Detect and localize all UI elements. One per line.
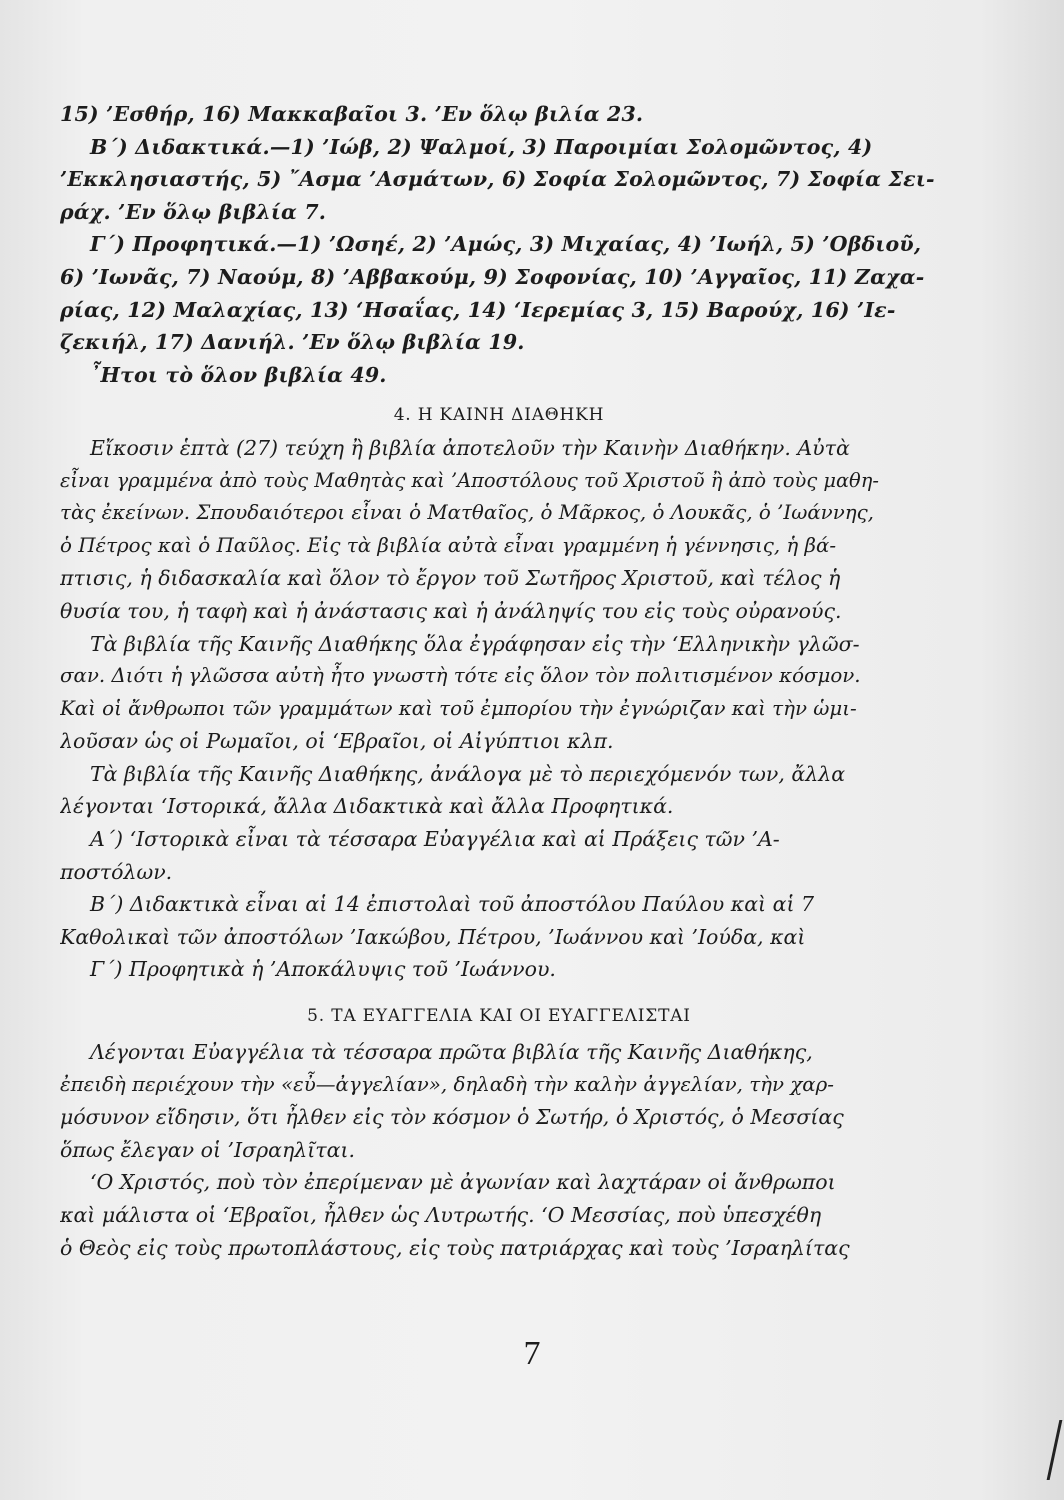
- page-text: [60, 98, 938, 1264]
- text-line: Γ΄) Προφητικὰ ἡ ’Αποκάλυψις τοῦ ’Ιωάννου.: [90, 957, 556, 982]
- text-line: ὁ Πέτρος καὶ ὁ Παῦλος. Εἰς τὰ βιβλία αὐτὰ εἶναι γραμμένη ἡ γέννησις, ἡ βά-: [60, 533, 837, 557]
- text-line: Β΄) Διδακτικὰ εἶναι αἱ 14 ἐπιστολαὶ τοῦ ἀποστόλου Παύλου καὶ αἱ 7: [90, 892, 815, 917]
- text-line: Καθολικαὶ τῶν ἀποστόλων ’Ιακώβου, Πέτρου, ’Ιωάννου καὶ ’Ιούδα, καὶ: [60, 924, 806, 949]
- text-line: λοῦσαν ὡς οἱ Ρωμαῖοι, οἱ ‘Εβραῖοι, οἱ Αἰγύπτιοι κλπ.: [60, 729, 614, 754]
- text-line: ζεκιήλ, 17) Δανιήλ. ’Εν ὅλῳ βιβλία 19.: [60, 330, 525, 355]
- text-line: ἐπειδὴ περιέχουν τὴν «εὖ—ἀγγελίαν», δηλαδὴ τὴν καλὴν ἀγγελίαν, τὴν χαρ-: [60, 1072, 834, 1096]
- text-line: 6) ’Ιωνᾶς, 7) Ναούμ, 8) ’Αββακούμ, 9) Σοφονίας, 10) ’Αγγαῖος, 11) Ζαχα-: [60, 264, 925, 289]
- text-line: Καὶ οἱ ἄνθρωποι τῶν γραμμάτων καὶ τοῦ ἐμπορίου τὴν ἐγνώριζαν καὶ τὴν ὡμι-: [60, 696, 857, 720]
- text-line: ’Εκκλησιαστής, 5) ῎Ασμα ’Ασμάτων, 6) Σοφία Σολομῶντος, 7) Σοφία Σει-: [60, 167, 935, 192]
- text-line: 15) ’Εσθήρ, 16) Μακκαβαῖοι 3. ’Εν ὅλῳ βιλία 23.: [60, 102, 644, 126]
- page-corner-mark: [1025, 1420, 1063, 1480]
- text-line: μόσυνον εἴδησιν, ὅτι ἦλθεν εἰς τὸν κόσμον ὁ Σωτήρ, ὁ Χριστός, ὁ Μεσσίας: [60, 1105, 844, 1130]
- text-line: Τὰ βιβλία τῆς Καινῆς Διαθήκης, ἀνάλογα μὲ τὸ περιεχόμενόν των, ἄλλα: [90, 761, 846, 786]
- text-line: θυσία του, ἡ ταφὴ καὶ ἡ ἀνάστασις καὶ ἡ ἀνάληψίς του εἰς τοὺς οὐρανούς.: [60, 598, 842, 623]
- text-line: εἶναι γραμμένα ἀπὸ τοὺς Μαθητὰς καὶ ’Αποστόλους τοῦ Χριστοῦ ἢ ἀπὸ τοὺς μαθη-: [60, 468, 879, 492]
- text-line: σαν. Διότι ἡ γλῶσσα αὐτὴ ἦτο γνωστὴ τότε εἰς ὅλον τὸν πολιτισμένον κόσμον.: [60, 664, 861, 688]
- text-line: Εἴκοσιν ἑπτὰ (27) τεύχη ἢ βιβλία ἀποτελοῦν τὴν Καινὴν Διαθήκην. Αὐτὰ: [90, 435, 850, 460]
- text-line: ρίας, 12) Μαλαχίας, 13) ‘Ησαΐας, 14) ‘Ιερεμίας 3, 15) Βαρούχ, 16) ’Ιε-: [60, 297, 896, 322]
- text-line: Λέγονται Εὐαγγέλια τὰ τέσσαρα πρῶτα βιβλία τῆς Καινῆς Διαθήκης,: [90, 1040, 813, 1065]
- text-line: τὰς ἐκείνων. Σπουδαιότεροι εἶναι ὁ Ματθαῖος, ὁ Μᾶρκος, ὁ Λουκᾶς, ὁ ’Ιωάννης,: [60, 501, 874, 525]
- text-line: ‘Ο Χριστός, ποὺ τὸν ἐπερίμεναν μὲ ἀγωνίαν καὶ λαχτάραν οἱ ἄνθρωποι: [90, 1170, 836, 1195]
- text-line: ποστόλων.: [60, 859, 173, 884]
- text-line: ὅπως ἔλεγαν οἱ ’Ισραηλῖται.: [60, 1137, 356, 1162]
- text-line: πτισις, ἡ διδασκαλία καὶ ὅλον τὸ ἔργον τοῦ Σωτῆρος Χριστοῦ, καὶ τέλος ἡ: [60, 566, 841, 591]
- section-heading-5: 5. ΤΑ ΕΥΑΓΓΕΛΙΑ ΚΑΙ ΟΙ ΕΥΑΓΓΕΛΙΣΤΑΙ: [307, 1006, 691, 1027]
- text-line: ὁ Θεὸς εἰς τοὺς πρωτοπλάστους, εἰς τοὺς πατριάρχας καὶ τοὺς ’Ισραηλίτας: [60, 1235, 850, 1260]
- text-line: Β΄) Διδακτικά.—1) ’Ιώβ, 2) Ψαλμοί, 3) Παροιμίαι Σολομῶντος, 4): [90, 134, 873, 159]
- text-line: καὶ μάλιστα οἱ ‘Εβραῖοι, ἦλθεν ὡς Λυτρωτής. ‘Ο Μεσσίας, ποὺ ὑπεσχέθη: [60, 1203, 822, 1227]
- text-line: ράχ. ’Εν ὅλῳ βιβλία 7.: [60, 199, 327, 224]
- text-line: λέγονται ‘Ιστορικά, ἄλλα Διδακτικὰ καὶ ἄλλα Προφητικά.: [60, 794, 674, 819]
- text-line: Τὰ βιβλία τῆς Καινῆς Διαθήκης ὅλα ἐγράφησαν εἰς τὴν ‘Ελληνικὴν γλῶσ-: [90, 631, 860, 656]
- page-number: 7: [523, 1335, 541, 1372]
- text-line: Γ΄) Προφητικά.—1) ’Ωσηέ, 2) ’Αμώς, 3) Μιχαίας, 4) ’Ιωήλ, 5) ’Οβδιοῦ,: [90, 232, 922, 257]
- section-heading-4: 4. Η ΚΑΙΝΗ ΔΙΑΘΗΚΗ: [393, 405, 605, 426]
- text-line: ῏Ητοι τὸ ὅλον βιβλία 49.: [90, 362, 387, 387]
- text-line: Α΄) ‘Ιστορικὰ εἶναι τὰ τέσσαρα Εὐαγγέλια καὶ αἱ Πράξεις τῶν ’Α-: [90, 827, 780, 852]
